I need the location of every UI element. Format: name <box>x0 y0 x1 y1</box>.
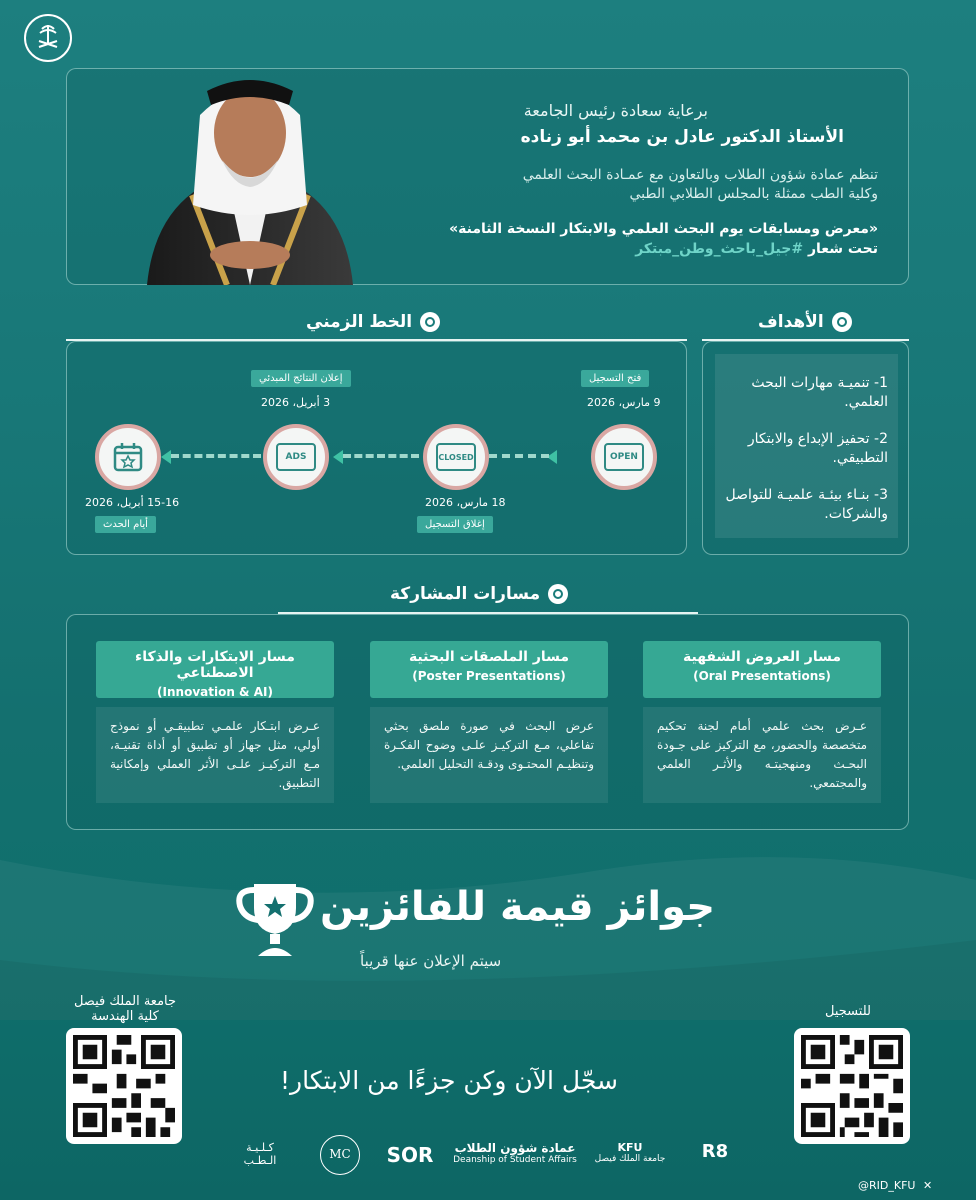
target-icon <box>832 312 852 332</box>
university-seal-logo <box>24 14 72 62</box>
deanship-en: Deanship of Student Affairs <box>453 1155 577 1165</box>
tracks-title-text: مسارات المشاركة <box>390 584 541 604</box>
president-photo <box>137 55 363 285</box>
slogan-hashtag: #جيل_باحث_وطن_مبتكر <box>635 241 804 257</box>
goal-item: 2- تحفيز الإبداع والابتكار التطبيقي. <box>747 431 888 466</box>
timeline-date-close: 18 مارس، 2026 <box>425 496 506 509</box>
presentation-icon <box>548 584 568 604</box>
goals-panel <box>702 341 909 555</box>
timeline-arrow <box>161 450 171 464</box>
medicine-line2: الـطـب <box>243 1154 277 1167</box>
prizes-subtitle: سيتم الإعلان عنها قريباً <box>360 952 502 970</box>
track-poster-header <box>370 641 608 698</box>
register-cta: سجّل الآن وكن جزءًا من الابتكار! <box>280 1066 618 1095</box>
patronage-text: برعاية سعادة رئيس الجامعة <box>523 101 708 120</box>
ads-board-icon <box>263 424 329 490</box>
closed-sign-text: CLOSED <box>436 443 476 471</box>
r8-logo: R8 <box>701 1141 729 1162</box>
timeline-tag-close: إغلاق التسجيل <box>417 516 493 533</box>
kfu-text: KFU <box>617 1141 643 1154</box>
timeline-panel <box>66 341 687 555</box>
track-poster-desc: عرض البحث في صورة ملصق بحثي تفاعلي، مـع التركيـز علـى وضوح الفكـرة وتنظيـم المحتـوى ودقـة التحليل العلمي. <box>370 707 608 803</box>
x-handle[interactable] <box>858 1179 932 1192</box>
deanship-logo <box>450 1141 580 1165</box>
qr-kfu-label <box>66 994 184 1024</box>
prizes-title: جوائز قيمة للفائزين <box>320 884 716 930</box>
qr-kfu-label-line2: كلية الهندسة <box>91 1009 159 1024</box>
trophy-icon <box>232 878 318 958</box>
kfu-logo <box>590 1141 670 1164</box>
timeline-title <box>306 312 440 332</box>
president-name: الأستاذ الدكتور عادل بن محمد أبو زناده <box>520 127 844 147</box>
timeline-icon <box>420 312 440 332</box>
decorative-wave <box>0 840 976 1020</box>
track-oral-header <box>643 641 881 698</box>
timeline-title-text: الخط الزمني <box>306 312 413 332</box>
organizer-line-2: وكلية الطب ممثلة بالمجلس الطلابي الطبي <box>629 186 878 202</box>
register-qr-code[interactable] <box>794 1028 910 1144</box>
goals-title-text: الأهداف <box>758 312 824 332</box>
timeline-dash <box>343 454 419 458</box>
goals-title <box>758 312 852 332</box>
qr-register-label: للتسجيل <box>825 1004 871 1019</box>
palm-sword-icon <box>31 21 65 55</box>
tracks-title <box>390 584 568 604</box>
track-innovation-name: مسار الابتكارات والذكاء الاصطناعي <box>135 649 295 681</box>
qr-code-icon <box>801 1035 903 1137</box>
x-logo-icon: ✕ <box>922 1179 933 1192</box>
track-oral-desc: عـرض بحث علمي أمام لجنة تحكيم متخصصة والحضور، مع التركيز على جـودة البحـث ومنهجيتـه والأثـر العلمي والمجتمعي. <box>643 707 881 803</box>
sor-logo: SOR <box>386 1143 434 1167</box>
timeline-tag-open: فتح التسجيل <box>581 370 649 387</box>
track-oral-name: مسار العروض الشفهية <box>682 649 841 665</box>
medical-council-logo: MC <box>320 1135 360 1175</box>
qr-code-icon <box>73 1035 175 1137</box>
timeline-dash <box>171 454 261 458</box>
medicine-line1: كـلـيـة <box>246 1141 274 1154</box>
qr-kfu-label-line1: جامعة الملك فيصل <box>73 994 177 1009</box>
open-sign-icon <box>591 424 657 490</box>
timeline-tag-results: إعلان النتائج المبدئي <box>251 370 351 387</box>
header-card <box>66 68 909 285</box>
medicine-college-logo <box>230 1141 290 1167</box>
slogan-line <box>408 241 878 257</box>
timeline-tag-event: أيام الحدث <box>95 516 156 533</box>
goals-box <box>715 354 898 538</box>
deanship-ar: عمادة شؤون الطلاب <box>454 1141 576 1155</box>
x-handle-text: @RID_KFU <box>858 1179 916 1192</box>
timeline-date-results: 3 أبريل، 2026 <box>261 396 331 409</box>
engineering-qr-code[interactable] <box>66 1028 182 1144</box>
slogan-prefix: تحت شعار <box>807 241 878 257</box>
tracks-panel <box>66 614 909 830</box>
goal-item: 1- تنميـة مهارات البحث العلمي. <box>751 375 888 410</box>
timeline-dash <box>489 454 549 458</box>
track-poster-name: مسار الملصقات البحثية <box>408 649 570 665</box>
track-innovation-header <box>96 641 334 698</box>
calendar-icon <box>111 440 145 474</box>
timeline-arrow <box>333 450 343 464</box>
track-poster-en: (Poster Presentations) <box>412 669 566 683</box>
track-innovation-desc: عـرض ابتـكار علمـي تطبيقـي أو نموذج أولي، مثل جهاز أو تطبيق أو أداة تقنيـة، مـع التركيـز علـى الأثر العملي وإمكانية التطبيق. <box>96 707 334 803</box>
organizer-line-1: تنظم عمادة شؤون الطلاب وبالتعاون مع عمـادة البحث العلمي <box>522 167 878 183</box>
footer-logos <box>230 1135 750 1179</box>
ads-board-text: ADS <box>276 443 316 471</box>
track-oral-en: (Oral Presentations) <box>693 669 831 683</box>
closed-sign-icon <box>423 424 489 490</box>
event-name: «معرض ومسابقات يوم البحث العلمي والابتكار النسخة الثامنة» <box>449 221 878 237</box>
calendar-star-icon <box>95 424 161 490</box>
open-sign-text: OPEN <box>604 443 644 471</box>
goal-item: 3- بنـاء بيئـة علميـة للتواصل والشركات. <box>725 487 888 522</box>
kfu-ar-text: جامعة الملك فيصل <box>594 1154 666 1164</box>
track-innovation-en: (Innovation & AI) <box>157 685 273 699</box>
timeline-date-open: 9 مارس، 2026 <box>587 396 661 409</box>
timeline-date-event: 15-16 أبريل، 2026 <box>85 496 180 509</box>
